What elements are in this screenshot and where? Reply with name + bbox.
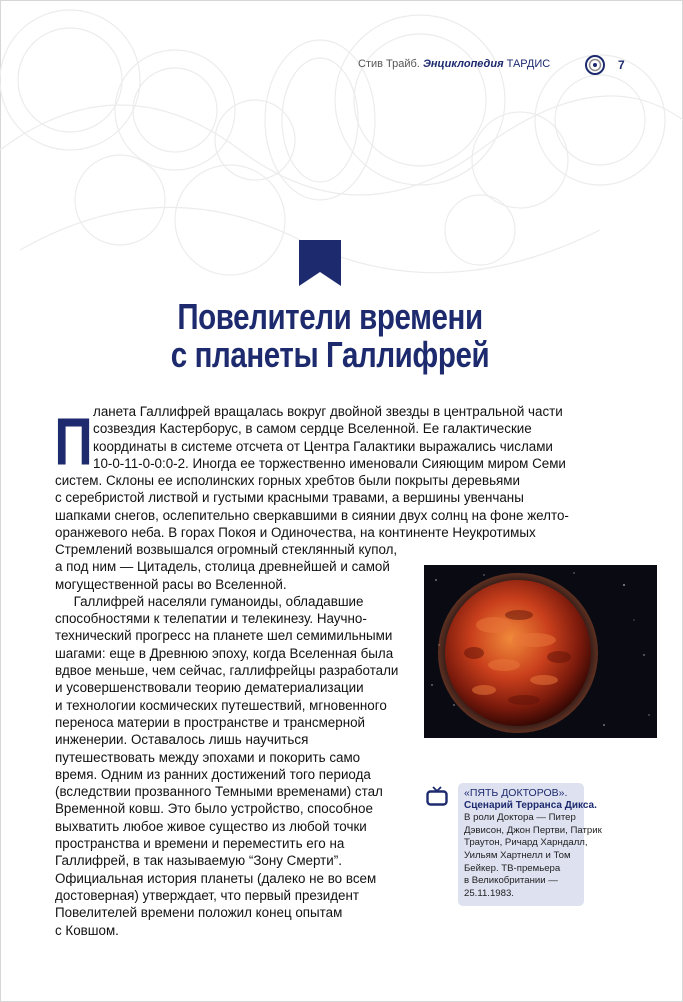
- sidebar-text-line: Уильям Хартнелл и Том: [464, 849, 571, 861]
- text-line: могущественной расы во Вселенной.: [55, 576, 287, 592]
- page-number: 7: [618, 58, 625, 72]
- planet-gallifrey-image: [424, 565, 657, 738]
- text-line: и технологии космических путешествий, мгновенного: [55, 697, 387, 713]
- text-line: Официальная история планеты (далеко не во всем: [55, 870, 377, 886]
- sidebar-text-line: Бейкер. ТВ-премьера: [464, 862, 561, 874]
- article-text-narrow: [55, 541, 398, 939]
- text-line: а под ним — Цитадель, столица древнейшей и самой: [55, 559, 390, 575]
- text-line: время. Одним из ранних достижений того периода: [55, 766, 371, 782]
- text-line: способностями к телепатии и телекинезу. Научно-: [55, 611, 367, 627]
- text-line: Стремлений возвышался огромный стеклянный купол,: [55, 542, 398, 557]
- text-line: оранжевого неба. В горах Покоя и Одиночества, на континенте Неукротимых: [55, 524, 536, 540]
- ring-logo-icon: [584, 54, 606, 76]
- text-line: инженерии. Оставалось лишь научиться: [55, 732, 309, 748]
- title-line-1: Повелители времени: [177, 296, 483, 337]
- text-line: вдвое меньше, чем сейчас, галлифрейцы разработали: [55, 663, 399, 679]
- title-line-2: с планеты Галлифрей: [170, 334, 490, 375]
- text-line: достоверная) утверждает, что первый президент: [55, 887, 359, 903]
- text-line: пространства и времени и переместить его на: [55, 836, 345, 852]
- text-line: переноса материи в пространстве и трансмерной: [55, 714, 366, 730]
- sidebar-text-line: Траутон, Ричард Харндалл,: [464, 837, 588, 849]
- article-text-full: [55, 472, 569, 541]
- text-line: выхватить любое живое существо из любой точки: [55, 818, 367, 834]
- text-line: с серебристой листвой и густыми красными травами, а вершины увенчаны: [55, 490, 524, 506]
- text-line: Галлифрей населяли гуманоиды, обладавшие: [55, 593, 364, 609]
- text-line: (вследствии прозванного Темными временами) стал: [55, 784, 383, 800]
- tv-icon: [426, 786, 448, 806]
- header-book-tardis: ТАРДИС: [506, 58, 551, 70]
- sidebar-text-line: 25.11.1983.: [464, 887, 514, 899]
- info-sidebar-box: [458, 783, 602, 906]
- header-author: Стив Трайб.: [358, 58, 420, 70]
- bookmark-icon: [299, 240, 341, 286]
- text-line: шапками снегов, ослепительно сверкавшими в сиянии двух солнц на фоне желто-: [55, 507, 569, 523]
- running-header: [358, 58, 550, 70]
- text-line: Временной ковш. Это было устройство, способное: [55, 801, 373, 817]
- text-line: ланета Галлифрей вращалась вокруг двойной звезды в центральной части: [93, 404, 563, 419]
- text-line: путешествовать между эпохами и покорить само: [55, 749, 361, 765]
- text-line: технический прогресс на планете шел семимильными: [55, 628, 393, 644]
- text-line: созвездия Кастерборус, в самом сердце Вселенной. Ее галактические: [93, 421, 532, 437]
- drop-cap: [54, 402, 93, 479]
- text-line: шагами: еще в Древнюю эпоху, когда Вселенная была: [55, 645, 394, 661]
- text-line: 10-0-11-0-0:0-2. Иногда ее торжественно именовали Сияющим миром Семи: [93, 455, 566, 471]
- decorative-circles-background: [0, 0, 683, 300]
- svg-text:П: П: [54, 403, 93, 479]
- text-line: координаты в системе отсчета от Центра Галактики выражались числами: [93, 438, 553, 454]
- page-title: [59, 298, 600, 374]
- header-book-title: Энциклопедия: [422, 58, 504, 70]
- text-line: Повелителей времени положил конец опытам: [55, 905, 343, 921]
- sidebar-subtitle: Сценарий Терранса Дикса.: [464, 799, 597, 811]
- text-line: и усовершенствовали теорию дематериализации: [55, 680, 364, 696]
- sidebar-title: «ПЯТЬ ДОКТОРОВ».: [464, 787, 568, 799]
- sidebar-text-line: в Великобритании —: [464, 875, 558, 887]
- text-line: систем. Склоны ее исполинских горных хребтов были покрыты деревьями: [55, 473, 520, 488]
- article-text-indented: [93, 403, 566, 472]
- text-line: Галлифрей, в так называемую “Зону Смерти”.: [55, 853, 342, 869]
- text-line: с Ковшом.: [55, 922, 119, 938]
- sidebar-text-line: В роли Доктора — Питер: [464, 812, 576, 824]
- sidebar-text-line: Дэвисон, Джон Пертви, Патрик: [464, 824, 602, 836]
